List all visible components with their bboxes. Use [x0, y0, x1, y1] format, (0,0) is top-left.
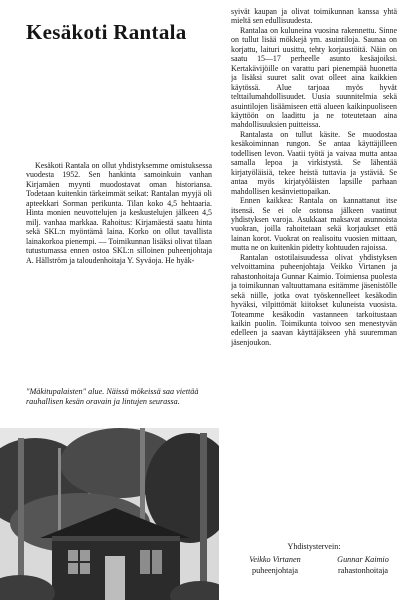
cottage-photo [0, 428, 219, 600]
signer-role: rahastonhoitaja [337, 565, 389, 575]
article-title: Kesäkoti Rantala [26, 20, 187, 44]
signer [235, 555, 315, 576]
paragraph: Rantalasta on tullut käsite. Se muodostaa kesäkoiminnan rungon. Se antaa käyttäjilleen todellisen levon. Vaatii työtä ja vaivaa mutta antaa samalla lepoa ja virkistystä. Se lähentää kirjatyöläisiä, tekee heistä tuttavia ja ystäviä. Se antaa myös kirjatyöläisten lapsille parhaan mahdollisen kesänviettopaikan. [231, 129, 397, 196]
photo-caption: "Mäkitupalaisten" alue. Näissä mökeissä saa viettää rauhallisen kesän oravain ja lintujen seurassa. [26, 387, 199, 406]
paragraph: Kesäkoti Rantala on ollut yhdistyksemme omistuksessa vuodesta 1952. Sen hankinta samoinkuin vanhan Kirjamäen myynti muodostavat oman historiansa. Todetaan kuitenkin tärkeimmät seikat: Rantalan myyjä oli apteekkari Sorman perikunta. Tilan koko 4,5 hehtaaria. Hinta monien neuvottelujen ja keskustelujen jälkeen 4,5 milj. vanhaa markkaa. Rahoitus: Kirjamäestä saatu hinta sekä SKL:n myöntämä laina. Korko on ollut tavallista lainakorkoa pienempi. — Toimikunnan lisäksi olivat tilaan tutustumassa ennen ostoa SKL:n silloinen puheenjohtaja A. Hällström ja taloudenhoitaja Y. Syväoja. He hyäk- [26, 161, 212, 265]
right-text-column [231, 7, 397, 537]
signer-name: Veikko Virtanen [249, 555, 301, 564]
signer [322, 555, 404, 576]
paragraph: syivät kaupan ja olivat toimikunnan kanssa yhtä mieltä sen edullisuudesta. [231, 7, 397, 26]
paragraph: Ennen kaikkea: Rantala on kannattanut itse itsensä. Se ei ole ostonsa jälkeen vaatinut yhdistyksen varoja. Asukkaat maksavat asunnoista vuokran, joilla rahoitetaan sekä korjaukset että lainan korot. Vuokrat on realisoitu vuosien mittaan, mutta ne on kuitenkin pidetty kohtuuden rajoissa. [231, 196, 397, 253]
signature-heading: Yhdistystervein: [287, 542, 341, 551]
cottage-photo-graphic [0, 428, 219, 600]
signer-role: puheenjohtaja [252, 565, 298, 575]
left-text-column [26, 161, 212, 363]
paragraph: Rantalan ostotilaisuudessa olivat yhdistyksen velvoittamina puheenjohtaja Veikko Virtanen ja rahastonhoitaja Gunnar Kaimio. Toimiensa puolesta ja toimikunnan valtuuttamana esitämme jäsenistölle sekä niille, jotka ovat työskennelleet kesäkodin hyväksi, vilpittömät kiitokset kuluneista vuosista. Toteamme kesäkodin vastanneen tarkoitustaan kaikin puolin. Toimikunta toivoo sen menestyvän edelleen ja saavan käyttäjäkseen yhä suuremman jäsenjoukon. [231, 252, 397, 347]
paragraph: Rantalaa on kuluneina vuosina rakennettu. Sinne on tullut lisää mökkejä ym. asuintiloja. Saunaa on korjattu, laituri uusittu, tehty korjaustöitä. Näin on saatu 15—17 perheelle asunto kesäajoiksi. Kertakävijöille on varattu pari pienempää huonetta ja lisäksi suuret salit ovat olleet aina kaikkien käytössä. Alue tarjoaa myös hyvät telttailumahdollisuudet. Uusia suunnitelmia sekä asuintilojen lisäämiseen että alueen kaikinpuoliseen käyttöön on laadittu ja ne toteutetaan aina mahdollisuuksien puitteissa. [231, 25, 397, 130]
signer-name: Gunnar Kaimio [337, 555, 389, 564]
